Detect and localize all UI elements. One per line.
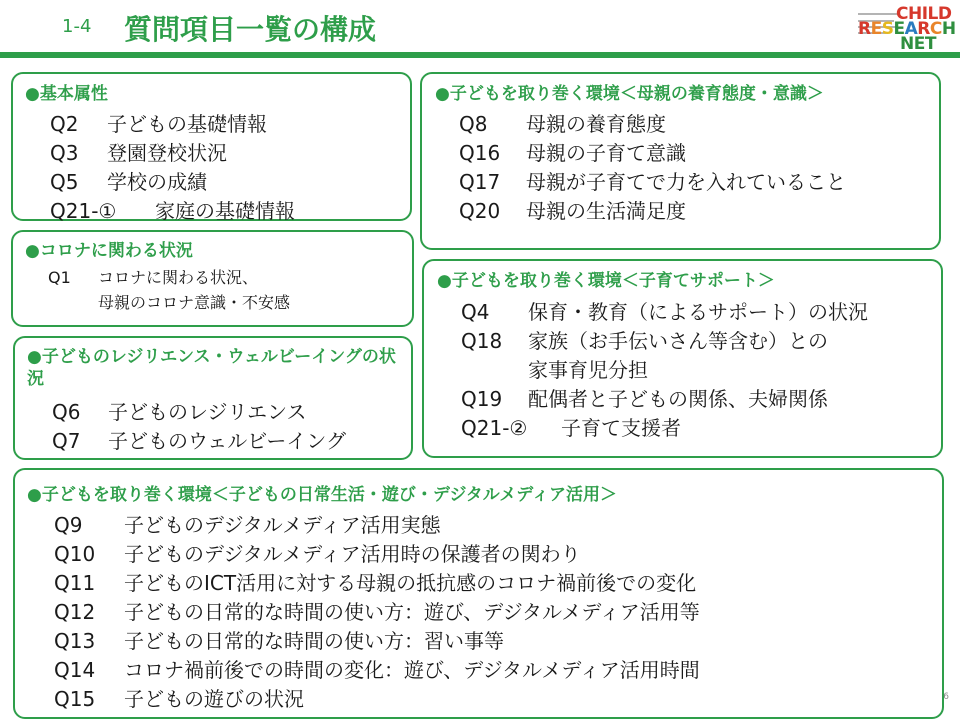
- section-title: ●子どもを取り巻く環境＜子どもの日常生活・遊び・デジタルメディア活用＞: [27, 485, 617, 505]
- section-title: ●子どもを取り巻く環境＜子育てサポート＞: [437, 271, 775, 291]
- question-code: Q6: [52, 400, 81, 424]
- question-item: [50, 166, 207, 195]
- logo-word-research: RESEARCH: [858, 19, 956, 39]
- question-text: 子どものデジタルメディア活用実態: [124, 513, 441, 537]
- question-item-continuation: [98, 290, 290, 313]
- question-item: [50, 195, 295, 224]
- section-number: 1-4: [62, 16, 92, 37]
- question-code: Q9: [54, 513, 83, 537]
- question-text: 子どもの日常的な時間の使い方：遊び、デジタルメディア活用等: [124, 600, 700, 624]
- question-text: 子どものレジリエンス: [108, 400, 307, 424]
- section-env-daily-life-media: [13, 468, 944, 719]
- question-text: コロナに関わる状況、: [98, 268, 259, 287]
- question-item: [459, 137, 686, 166]
- question-text: 家庭の基礎情報: [155, 199, 295, 223]
- question-code: Q21-①: [50, 199, 117, 223]
- question-code: Q15: [54, 687, 96, 711]
- section-title: ●基本属性: [25, 84, 108, 104]
- question-code: Q11: [54, 571, 96, 595]
- question-item: [459, 166, 846, 195]
- question-text: 子どものデジタルメディア活用時の保護者の関わり: [124, 542, 581, 566]
- section-env-childcare-support: [422, 259, 943, 458]
- question-text: 母親の子育て意識: [526, 141, 686, 165]
- section-corona: [11, 230, 414, 327]
- question-code: Q13: [54, 629, 96, 653]
- question-text: 子どもの基礎情報: [107, 112, 267, 136]
- question-item: [461, 383, 828, 412]
- question-code: Q21-②: [461, 416, 528, 440]
- question-text: 家事育児分担: [528, 358, 648, 382]
- question-code: Q1: [48, 268, 71, 287]
- question-text: 家族（お手伝いさん等含む）との: [528, 329, 828, 353]
- question-text: 母親が子育てで力を入れていること: [526, 170, 846, 194]
- question-item: [50, 108, 267, 137]
- question-text: 子育て支援者: [561, 416, 681, 440]
- question-code: Q2: [50, 112, 79, 136]
- question-item: [54, 538, 581, 567]
- question-text: 配偶者と子どもの関係、夫婦関係: [528, 387, 828, 411]
- section-basic-attributes: [11, 72, 412, 221]
- question-item: [54, 509, 441, 538]
- question-text: 子どものICT活用に対する母親の抵抗感のコロナ禍前後での変化: [124, 571, 697, 595]
- question-item: [461, 325, 828, 354]
- question-code: Q4: [461, 300, 490, 324]
- question-item: [48, 265, 258, 288]
- question-item: [52, 396, 307, 425]
- question-item-continuation: [528, 354, 648, 383]
- section-env-mother-attitude: [420, 72, 941, 250]
- question-text: 子どもの日常的な時間の使い方：習い事等: [124, 629, 504, 653]
- page-title: 質問項目一覧の構成: [124, 13, 377, 46]
- section-title: ●子どもを取り巻く環境＜母親の養育態度・意識＞: [435, 84, 824, 104]
- question-item: [54, 625, 504, 654]
- question-code: Q19: [461, 387, 503, 411]
- page-number: 6: [943, 692, 949, 702]
- question-code: Q16: [459, 141, 501, 165]
- question-code: Q12: [54, 600, 96, 624]
- section-title: ●子どものレジリエンス・ウェルビーイングの状況: [27, 347, 396, 389]
- question-code: Q7: [52, 429, 81, 453]
- question-item: [461, 412, 681, 441]
- question-code: Q3: [50, 141, 79, 165]
- section-title: ●コロナに関わる状況: [25, 241, 193, 261]
- question-item: [50, 137, 227, 166]
- question-item: [459, 195, 686, 224]
- question-item: [54, 683, 304, 712]
- question-item: [54, 596, 700, 625]
- question-text: 学校の成績: [107, 170, 207, 194]
- question-text: 母親の生活満足度: [526, 199, 686, 223]
- question-code: Q17: [459, 170, 501, 194]
- question-code: Q5: [50, 170, 79, 194]
- question-text: 母親の養育態度: [526, 112, 666, 136]
- question-item: [54, 654, 700, 683]
- logo-word-child: CHILD: [896, 4, 952, 24]
- question-code: Q20: [459, 199, 501, 223]
- question-text: コロナ禍前後での時間の変化：遊び、デジタルメディア活用時間: [124, 658, 700, 682]
- question-text: 登園登校状況: [107, 141, 227, 165]
- section-resilience-wellbeing: [13, 336, 413, 460]
- child-research-net-logo: [856, 4, 956, 54]
- question-code: Q8: [459, 112, 488, 136]
- logo-tagline-line: [858, 13, 898, 15]
- logo-word-net: NET: [900, 34, 936, 54]
- question-code: Q10: [54, 542, 96, 566]
- question-text: 母親のコロナ意識・不安感: [98, 293, 291, 312]
- question-item: [459, 108, 666, 137]
- question-item: [461, 296, 868, 325]
- question-text: 保育・教育（によるサポート）の状況: [528, 300, 868, 324]
- question-text: 子どもの遊びの状況: [124, 687, 304, 711]
- question-text: 子どものウェルビーイング: [108, 429, 346, 453]
- question-code: Q18: [461, 329, 503, 353]
- question-code: Q14: [54, 658, 96, 682]
- question-item: [54, 567, 696, 596]
- header-rule: [0, 52, 960, 58]
- question-item: [52, 425, 346, 454]
